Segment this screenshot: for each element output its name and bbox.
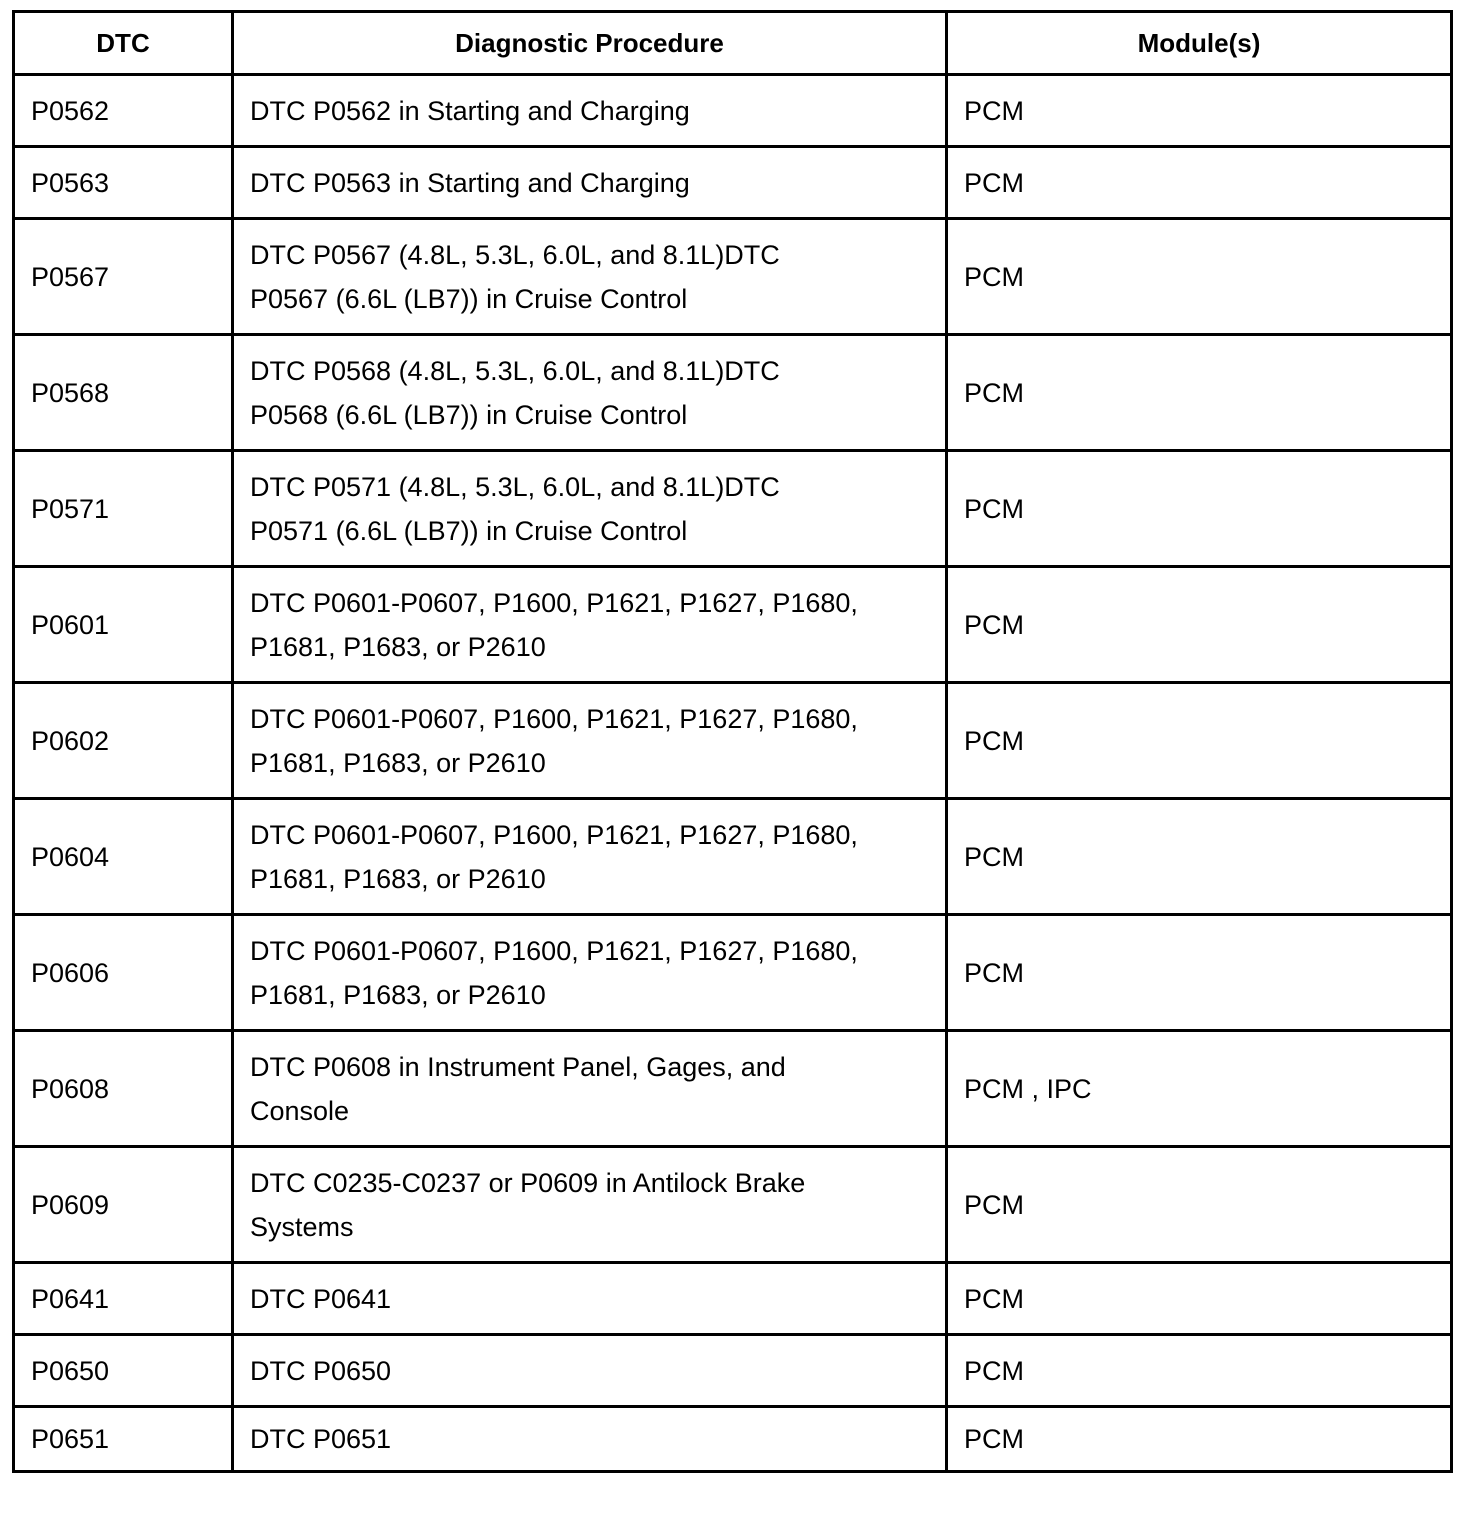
table-row <box>14 1031 1452 1147</box>
diagnostic-procedure-cell <box>233 799 947 915</box>
procedure-text-line: P1681, P1683, or P2610 <box>250 863 546 894</box>
modules-cell: PCM <box>947 683 1452 799</box>
dtc-code-cell: P0562 <box>14 75 233 147</box>
diagnostic-procedure-cell <box>233 1263 947 1335</box>
procedure-text-line: DTC P0650 <box>250 1355 392 1386</box>
table-row <box>14 567 1452 683</box>
modules-cell: PCM <box>947 335 1452 451</box>
dtc-code-cell: P0602 <box>14 683 233 799</box>
table-row <box>14 219 1452 335</box>
procedure-text-line: P1681, P1683, or P2610 <box>250 979 546 1010</box>
procedure-text-line: DTC P0562 in Starting and Charging <box>250 95 690 126</box>
procedure-text-line: DTC P0601-P0607, P1600, P1621, P1627, P1680, <box>250 819 858 850</box>
table-row <box>14 1407 1452 1472</box>
procedure-text-line: DTC P0601-P0607, P1600, P1621, P1627, P1680, <box>250 703 858 734</box>
procedure-text-line: Console <box>250 1095 350 1126</box>
dtc-table <box>12 10 1453 1473</box>
modules-cell: PCM <box>947 1335 1452 1407</box>
procedure-text-line: DTC P0608 in Instrument Panel, Gages, and <box>250 1051 786 1082</box>
procedure-text-line: P1681, P1683, or P2610 <box>250 631 546 662</box>
table-body <box>14 75 1452 1472</box>
diagnostic-procedure-cell <box>233 75 947 147</box>
modules-cell: PCM <box>947 451 1452 567</box>
procedure-text-line: DTC P0568 (4.8L, 5.3L, 6.0L, and 8.1L)DTC <box>250 355 780 386</box>
header-dtc: DTC <box>14 12 233 75</box>
diagnostic-procedure-cell <box>233 1031 947 1147</box>
procedure-text-line: P0571 (6.6L (LB7)) in Cruise Control <box>250 515 688 546</box>
diagnostic-procedure-cell <box>233 567 947 683</box>
table-row <box>14 1147 1452 1263</box>
modules-cell: PCM <box>947 147 1452 219</box>
table-row <box>14 147 1452 219</box>
modules-cell: PCM <box>947 567 1452 683</box>
diagnostic-procedure-cell <box>233 683 947 799</box>
dtc-code-cell: P0606 <box>14 915 233 1031</box>
procedure-text-line: DTC P0601-P0607, P1600, P1621, P1627, P1680, <box>250 587 858 618</box>
procedure-text-line: P1681, P1683, or P2610 <box>250 747 546 778</box>
modules-cell: PCM <box>947 799 1452 915</box>
procedure-text-line: DTC P0567 (4.8L, 5.3L, 6.0L, and 8.1L)DTC <box>250 239 780 270</box>
modules-cell: PCM <box>947 1147 1452 1263</box>
dtc-code-cell: P0604 <box>14 799 233 915</box>
modules-cell: PCM <box>947 915 1452 1031</box>
header-modules: Module(s) <box>947 12 1452 75</box>
modules-cell: PCM <box>947 75 1452 147</box>
dtc-code-cell: P0609 <box>14 1147 233 1263</box>
procedure-text-line: Systems <box>250 1211 354 1242</box>
table-header-row <box>14 12 1452 75</box>
dtc-code-cell: P0650 <box>14 1335 233 1407</box>
modules-cell: PCM <box>947 1407 1452 1472</box>
dtc-code-cell: P0571 <box>14 451 233 567</box>
dtc-code-cell: P0601 <box>14 567 233 683</box>
header-diagnostic-procedure: Diagnostic Procedure <box>233 12 947 75</box>
diagnostic-procedure-cell <box>233 451 947 567</box>
table-row <box>14 683 1452 799</box>
procedure-text-line: DTC P0641 <box>250 1283 392 1314</box>
dtc-code-cell: P0651 <box>14 1407 233 1472</box>
procedure-text-line: P0568 (6.6L (LB7)) in Cruise Control <box>250 399 688 430</box>
table-row <box>14 451 1452 567</box>
diagnostic-procedure-cell <box>233 915 947 1031</box>
procedure-text-line: P0567 (6.6L (LB7)) in Cruise Control <box>250 283 688 314</box>
table-row <box>14 915 1452 1031</box>
dtc-code-cell: P0568 <box>14 335 233 451</box>
diagnostic-procedure-cell <box>233 147 947 219</box>
modules-cell: PCM , IPC <box>947 1031 1452 1147</box>
modules-cell: PCM <box>947 1263 1452 1335</box>
diagnostic-procedure-cell <box>233 1147 947 1263</box>
table-row <box>14 335 1452 451</box>
diagnostic-procedure-cell <box>233 219 947 335</box>
procedure-text-line: DTC P0571 (4.8L, 5.3L, 6.0L, and 8.1L)DTC <box>250 471 780 502</box>
table-row <box>14 1335 1452 1407</box>
diagnostic-procedure-cell <box>233 1335 947 1407</box>
modules-cell: PCM <box>947 219 1452 335</box>
procedure-text-line: DTC P0651 <box>250 1424 392 1454</box>
dtc-code-cell: P0608 <box>14 1031 233 1147</box>
dtc-code-cell: P0641 <box>14 1263 233 1335</box>
table-row <box>14 75 1452 147</box>
procedure-text-line: DTC C0235-C0237 or P0609 in Antilock Brake <box>250 1167 806 1198</box>
table-row <box>14 799 1452 915</box>
diagnostic-procedure-cell <box>233 1407 947 1472</box>
diagnostic-procedure-cell <box>233 335 947 451</box>
procedure-text-line: DTC P0601-P0607, P1600, P1621, P1627, P1680, <box>250 935 858 966</box>
dtc-code-cell: P0567 <box>14 219 233 335</box>
table-row <box>14 1263 1452 1335</box>
procedure-text-line: DTC P0563 in Starting and Charging <box>250 167 690 198</box>
dtc-code-cell: P0563 <box>14 147 233 219</box>
